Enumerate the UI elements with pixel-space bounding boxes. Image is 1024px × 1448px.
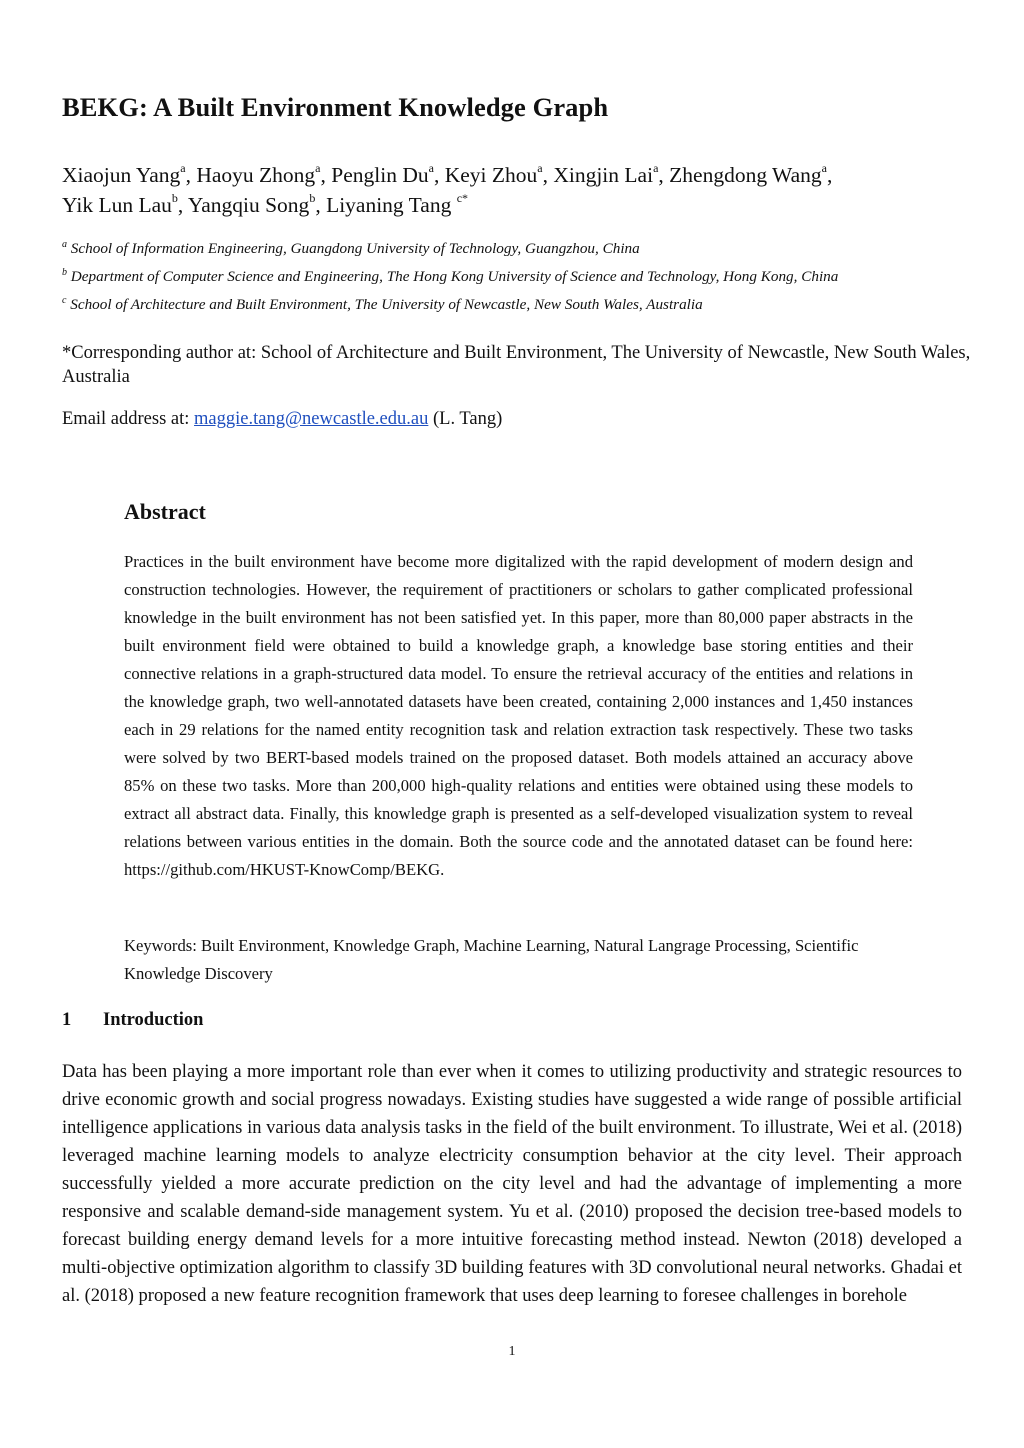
page-number: 1 xyxy=(508,1344,516,1359)
author: Liyaning Tang $^{c*}$ xyxy=(326,190,469,217)
keywords: Keywords: Built Environment, Knowledge Graph, Machine Learning, Natural Langrage Processing, Scientific Knowledge Discovery xyxy=(124,936,859,983)
author: Penglin Du$^a$, xyxy=(331,160,445,187)
author: Yangqiu Song$^b$, xyxy=(187,190,327,217)
paper-title: BEKG: A Built Environment Knowledge Graph xyxy=(62,92,609,122)
author: Yik Lun Lau$^b$, xyxy=(62,190,188,217)
email-link[interactable]: maggie.tang@newcastle.edu.au xyxy=(194,409,429,429)
author-list xyxy=(62,160,972,220)
abstract-body: Practices in the built environment have become more digitalized with the rapid development of modern design and construction technologies. However, the requirement of practitioners or scholars to gather complicated professional knowledge in the built environment has not been satisfied yet. In this paper, more than 80,000 paper abstracts in the built environment field were obtained to build a knowledge graph, a knowledge base storing entities and their connective relations in a graph-structured data model. To ensure the retrieval accuracy of the entities and relations in the knowledge graph, two well-annotated datasets have been created, containing 2,000 instances and 1,450 instances each in 29 relations for the named entity recognition task and relation extraction task respectively. These two tasks were solved by two BERT-based models trained on the proposed dataset. Both models attained an accuracy above 85% on these two tasks. More than 200,000 high-quality relations and entities were obtained using these models to extract all abstract data. Finally, this knowledge graph is presented as a self-developed visualization system to reveal relations between various entities in the domain. Both the source code and the annotated dataset can be found here: https://github.com/HKUST-KnowComp/BEKG. xyxy=(124,552,913,879)
author: Zhengdong Wang$^a$, xyxy=(669,160,833,187)
email-line: Email address at: maggie.tang@newcastle.edu.au (L. Tang) xyxy=(62,409,503,429)
author: Keyi Zhou$^a$, xyxy=(444,160,554,187)
section-number: 1 xyxy=(62,1010,72,1030)
author: Haoyu Zhong$^a$, xyxy=(196,160,332,187)
affiliation-b: $^b$ Department of Computer Science and Engineering, The Hong Kong University of Science and Technology, Hong Kong, China xyxy=(62,266,839,285)
section-heading-introduction xyxy=(62,1010,203,1031)
affiliation-a: $^a$ School of Information Engineering, Guangdong University of Technology, Guangzhou, China xyxy=(62,238,640,257)
abstract-heading: Abstract xyxy=(124,499,206,524)
corresponding-author: *Corresponding author at: School of Architecture and Built Environment, The University of Newcastle, New South Wales, Australia xyxy=(62,343,971,387)
section-title: Introduction xyxy=(103,1010,204,1030)
introduction-body: Data has been playing a more important role than ever when it comes to utilizing productivity and strategic resources to drive economic growth and social progress nowadays. Existing studies have suggested a wide range of possible artificial intelligence applications in various data analysis tasks in the field of the built environment. To illustrate, Wei et al. (2018) leveraged machine learning models to analyze electricity consumption behavior at the city level. Their approach successfully yielded a more accurate prediction on the city level and had the advantage of implementing a more responsive and scalable demand-side management system. Yu et al. (2010) proposed the decision tree-based models to forecast building energy demand levels for a more intuitive forecasting method instead. Newton (2018) developed a multi-objective optimization algorithm to classify 3D building features with 3D convolutional neural networks. Ghadai et al. (2018) proposed a new feature recognition framework that uses deep learning to foresee challenges in borehole xyxy=(62,1062,962,1306)
affiliation-c: $^c$ School of Architecture and Built Environment, The University of Newcastle, New South Wales, Australia xyxy=(62,294,703,313)
author: Xiaojun Yang$^a$, xyxy=(62,160,197,187)
author: Xingjin Lai$^a$, xyxy=(553,160,670,187)
